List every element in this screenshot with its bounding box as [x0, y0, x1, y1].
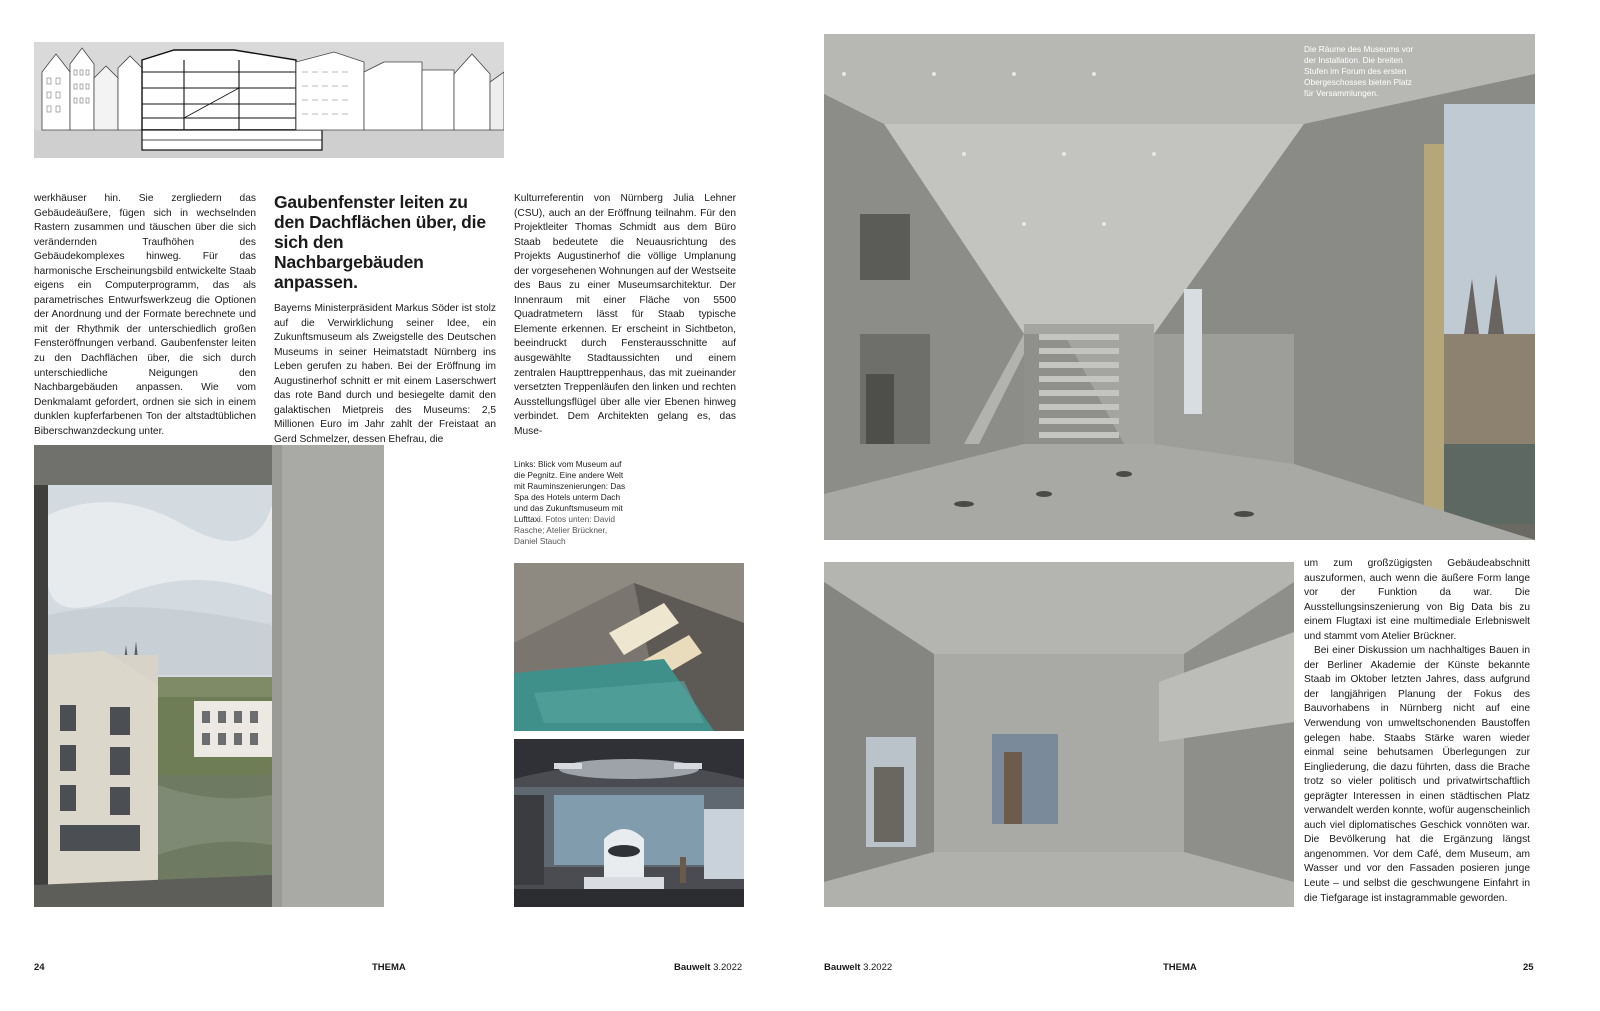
text-column-1 — [34, 192, 256, 439]
issue-number: 3.2022 — [713, 962, 743, 973]
section-label-right: THEMA — [1163, 962, 1197, 973]
body-paragraph-1: um zum großzügigsten Gebäudeabschnitt auszuformen, auch wenn die äußere Form lange vor der Funktion da war. Die Ausstellungsinszenierung von Big Data bis zu einem Flugtaxi ist eine multimediale Erlebniswelt und stammt vom Atelier Brückner. — [1304, 558, 1530, 642]
magazine-issue-right — [824, 962, 892, 973]
photo-caption — [514, 459, 626, 547]
body-paragraph-2: Bei einer Diskussion um nachhaltiges Bauen in der Berliner Akademie der Künste bekannte Staab im Oktober letzten Jahres, dass aufgrund der langjährigen Planung der Fokus des Bauvorhabens in Nürnberg nicht auf eine Verwendung von umweltschonenden Baustoffen gelegen habe. Staabs Stärke waren wieder einmal seine behutsamen Überlegungen zur Eingliederung, die dazu führten, dass die Brache trotz so vieler politisch und privatwirtschaftlich geprägter Interessen in einen städtischen Platz verwandelt werden konnte, wofür augenscheinlich auch viel diplomatisches Geschick vonnöten war. Die Bevölkerung hat die Ergänzung längst angenommen. Vor dem Café, dem Museum, am Wasser und vor den Fassaden posieren junge Leute – und selbst die geschwungene Einfahrt in die Tiefgarage ist instagrammable geworden. — [1304, 645, 1530, 904]
section-drawing — [34, 42, 504, 158]
body-paragraph: Kulturreferentin von Nürnberg Julia Lehner (CSU), auch an der Eröffnung teilnahm. Für den Projektleiter Thomas Schmidt aus dem Büro Staab bedeutete die Neuausrichtung des Projekts Augustinerhof die völlige Umplanung der vorgesehenen Wohnungen auf der Westseite des Baus zu einer Museumsarchitektur. Der Innenraum mit einer Fläche von 5500 Quadratmetern lässt für Staab typische Elemente erkennen. Er erscheint in Sichtbeton, beeindruckt durch Fensterausschnitte auf ausgewählte Stadtaussichten und einem zentralen Haupttreppenhaus, das mit zueinander versetzten Treppenläufen den linken und rechten Ausstellungsflügel über alle vier Ebenen hinweg verbindet. Dem Architekten gelang es, das Muse- — [514, 193, 736, 437]
photo-credit: Fotos unten: David Rasche; Atelier Brückner, Daniel Stauch — [514, 514, 616, 546]
text-column-2 — [274, 192, 496, 447]
text-column-right — [1304, 557, 1530, 906]
photo-air-taxi — [514, 739, 744, 907]
magazine-name: Bauwelt — [824, 962, 861, 973]
page-number: 24 — [34, 962, 45, 973]
magazine-name: Bauwelt — [674, 962, 711, 973]
body-paragraph: Bayerns Ministerpräsident Markus Söder ist stolz auf die Verwirklichung seiner Idee, ein Zukunftsmuseum als Zweigstelle des Deutschen Museums in seiner Heimatstadt Nürnberg ins Leben gerufen zu haben. Bei der Eröffnung im Augustinerhof schnitt er mit einem Laserschwert das rote Band durch und besiegelte damit den galaktischen Mietpreis des Museums: 2,5 Millionen Euro im Jahr zahlt der Freistaat an Gerd Schmelzer, dessen Ehefrau, die — [274, 303, 496, 445]
section-label: THEMA — [372, 962, 406, 973]
text-column-3 — [514, 192, 736, 439]
photo-window-view — [34, 445, 384, 907]
issue-number: 3.2022 — [863, 962, 893, 973]
photo-spa — [514, 563, 744, 731]
page-number-right: 25 — [1523, 962, 1534, 973]
body-paragraph: werkhäuser hin. Sie zergliedern das Gebäudeäußere, fügen sich in wechselnden Rastern zusammen und täuschen über die sich verändernden Traufhöhen des Gebäudekomplexes hinweg. Für das harmonische Erscheinungsbild entwickelte Staab eigens ein Computerprogramm, das als parametrisches Entwurfswerkzeug die Optionen der Anordnung und der Formate berechnete und mit der Rhythmik der unterschiedlich großen Fensteröffnungen verband. Gaubenfenster leiten zu den Dachflächen über, die sich durch unterschiedliche Neigungen den Nachbargebäuden anpassen. Wie vom Denkmalamt gefordert, ordnen sie sich in einem dunklen kupferfarbenen Ton der altstadtüblichen Biberschwanzdeckung unter. — [34, 193, 256, 437]
pull-quote: Gaubenfenster leiten zu den Dachflächen über, die sich den Nachbargebäuden anpassen. — [274, 192, 486, 292]
photo-stair-forum — [824, 34, 1535, 540]
photo-caption-forum: Die Räume des Museums vor der Installation. Die breiten Stufen im Forum des ersten Obergeschosses bieten Platz für Versammlungen. — [1304, 44, 1414, 98]
magazine-issue — [674, 962, 742, 973]
photo-exhibition-hall — [824, 562, 1294, 907]
caption-text: Links: Blick vom Museum auf die Pegnitz. Eine andere Welt mit Rauminszenierungen: Das Spa des Hotels unterm Dach und das Zukunftsmuseum mit Lufttaxi. — [514, 459, 626, 524]
